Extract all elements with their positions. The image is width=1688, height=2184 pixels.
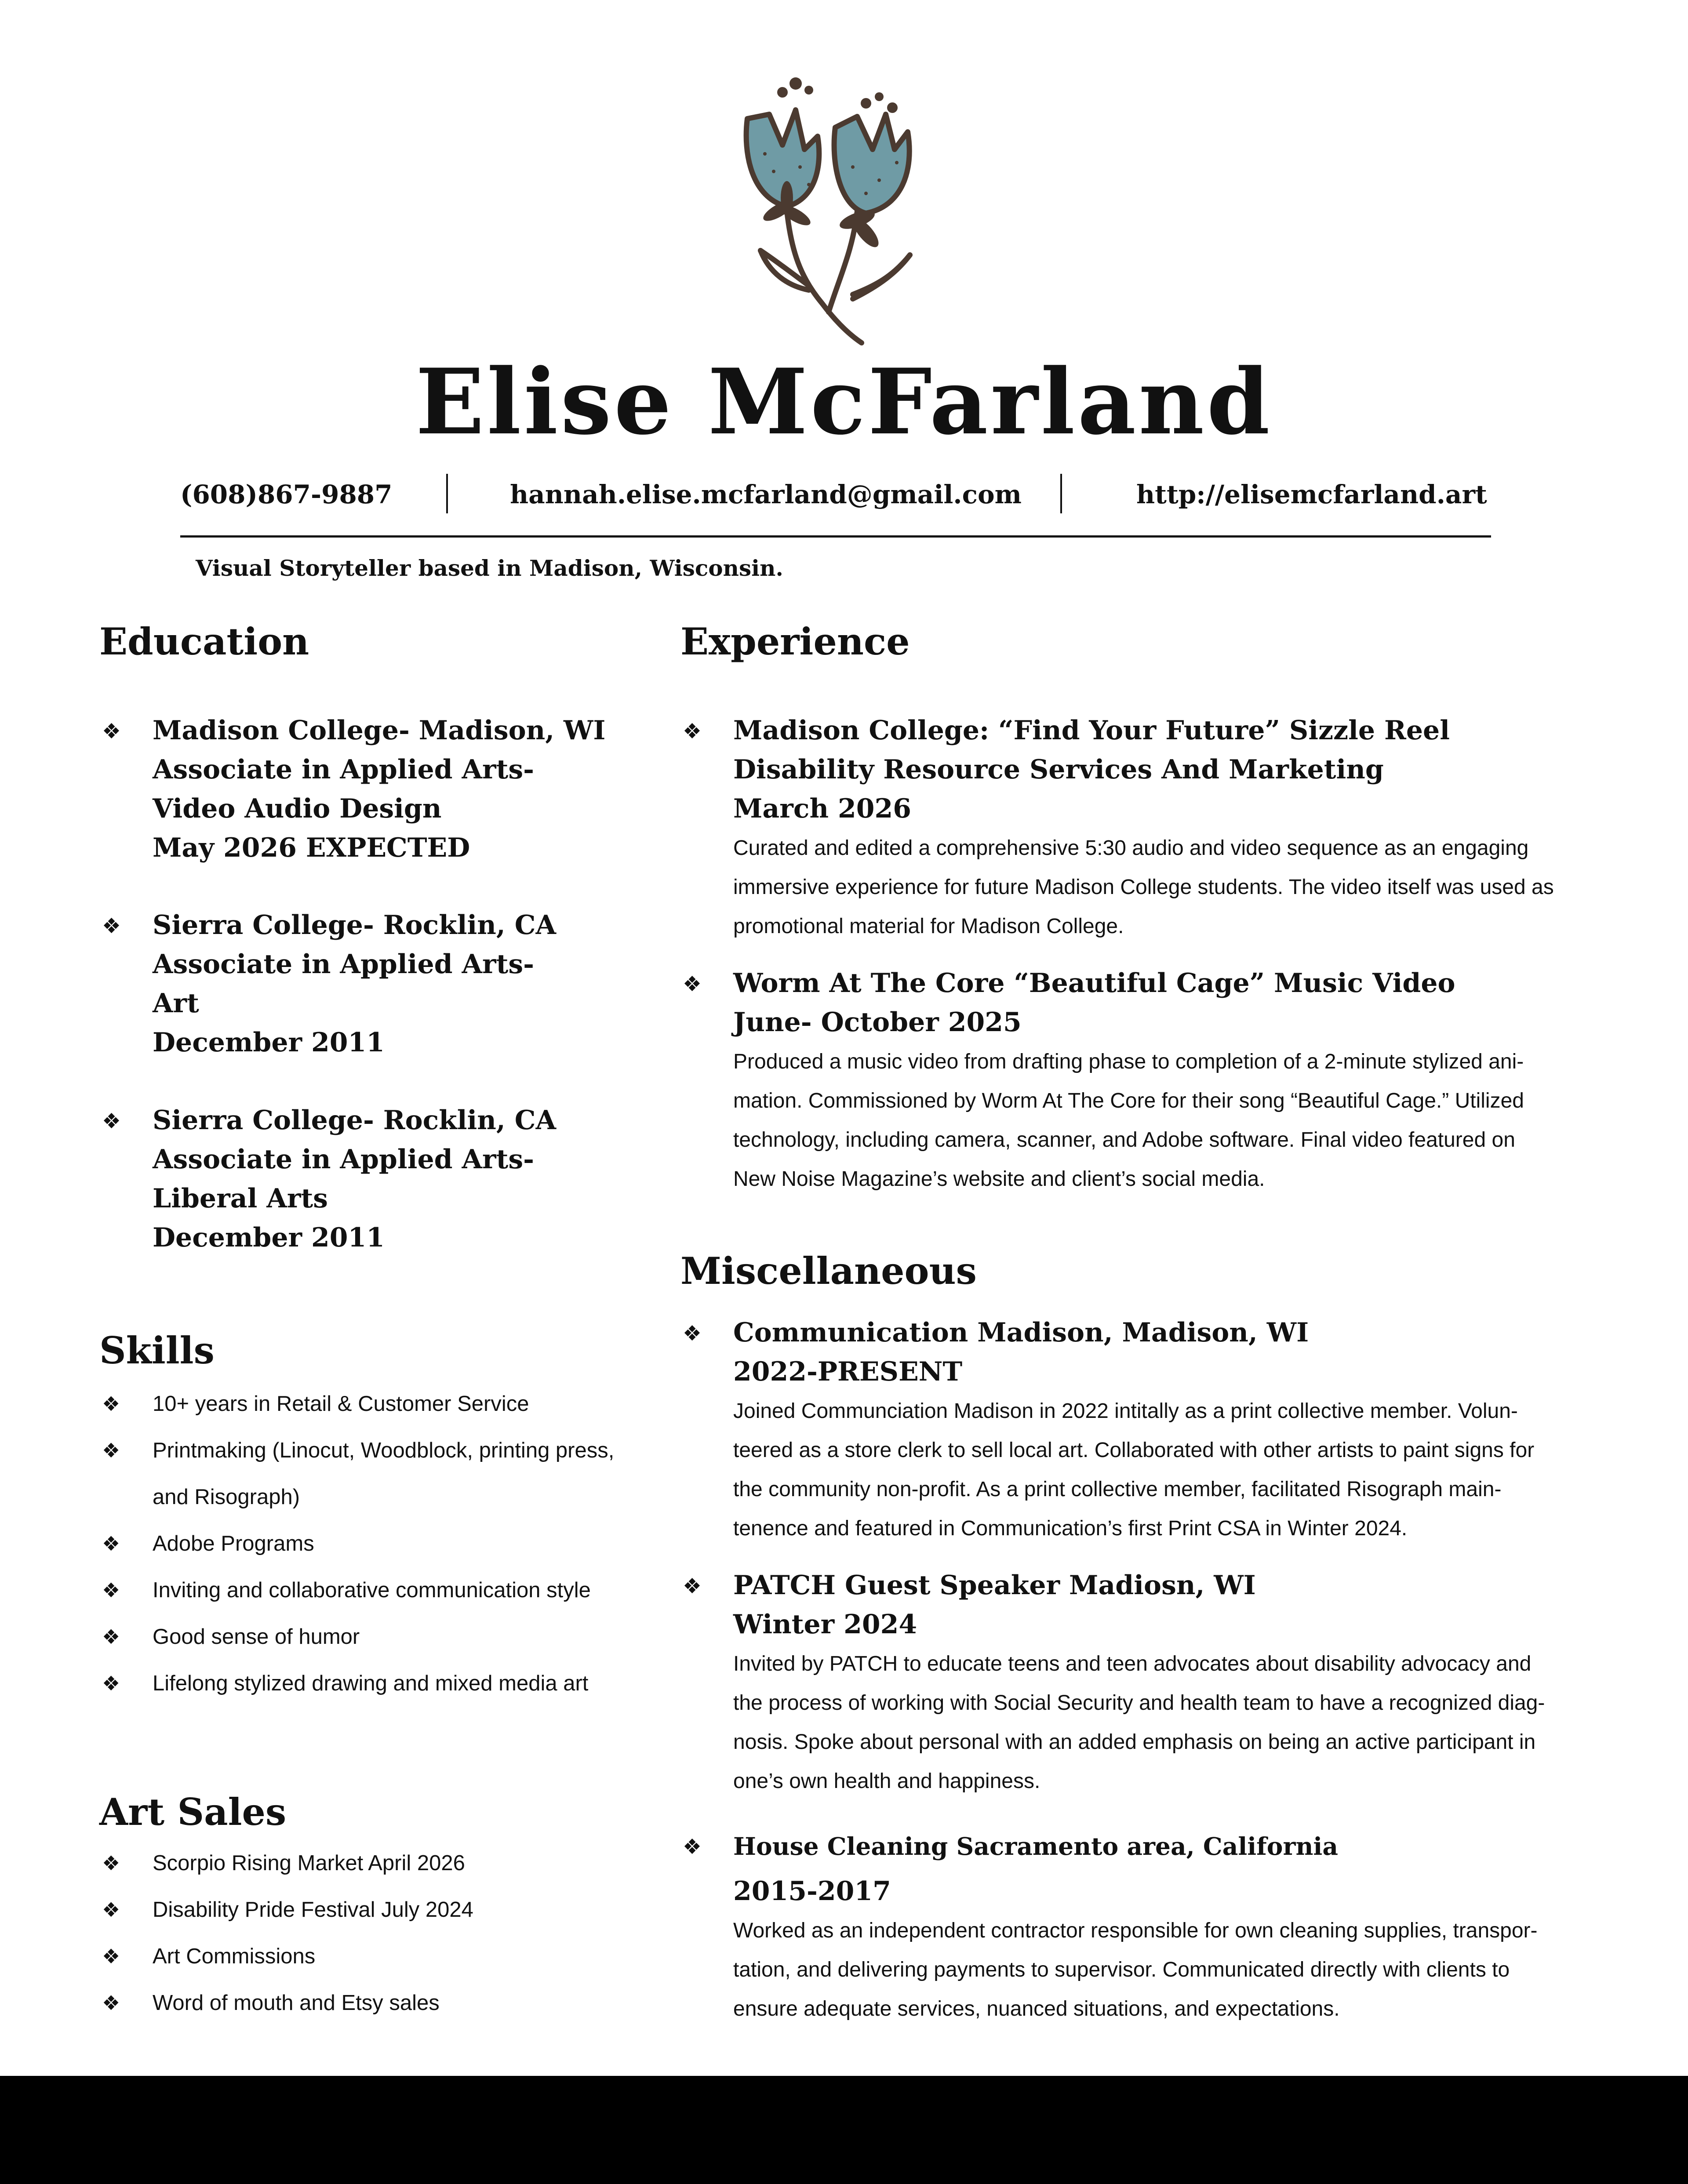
- entry-date: March 2026: [733, 793, 911, 824]
- name-title: Elise McFarland: [415, 349, 1273, 455]
- bullet-icon: ❖: [102, 914, 121, 938]
- entry-title-line: Worm At The Core “Beautiful Cage” Music Video: [733, 968, 1455, 999]
- tulip-flowers-icon: [734, 66, 941, 347]
- bullet-icon: ❖: [102, 1532, 120, 1555]
- entry-date: Winter 2024: [733, 1609, 917, 1640]
- bullet-icon: ❖: [102, 1944, 120, 1968]
- entry-line: Sierra College- Rocklin, CA: [153, 1105, 557, 1136]
- bullet-icon: ❖: [102, 1578, 120, 1602]
- entry-desc-line: one’s own health and happiness.: [733, 1770, 1040, 1793]
- bullet-icon: ❖: [102, 1991, 120, 2015]
- email-link[interactable]: hannah.elise.mcfarland@gmail.com: [510, 480, 1022, 509]
- entry-line: December 2011: [153, 1027, 385, 1058]
- entry-desc-line: New Noise Magazine’s website and client’s social media.: [733, 1167, 1265, 1191]
- entry-title-line: Disability Resource Services And Marketing: [733, 754, 1384, 785]
- experience-heading: Experience: [680, 620, 910, 663]
- bullet-icon: ❖: [102, 1392, 120, 1416]
- art-sales-heading: Art Sales: [99, 1790, 287, 1834]
- entry-desc-line: the community non-profit. As a print collective member, facilitated Risograph main-: [733, 1478, 1502, 1501]
- bullet-icon: ❖: [683, 1321, 702, 1346]
- entry-desc-line: Invited by PATCH to educate teens and teen advocates about disability advocacy and: [733, 1652, 1532, 1675]
- entry-desc-line: Joined Communciation Madison in 2022 intitally as a print collective member. Volun-: [733, 1399, 1518, 1423]
- entry-date: 2015-2017: [733, 1876, 891, 1907]
- entry-line: Associate in Applied Arts-: [153, 949, 535, 980]
- entry-line: Video Audio Design: [153, 793, 442, 824]
- entry-title-line: PATCH Guest Speaker Madiosn, WI: [733, 1570, 1256, 1601]
- art-sales-list: ❖ Scorpio Rising Market April 2026 ❖ Disability Pride Festival July 2024 ❖ Art Commissions ❖ Word of mouth and Etsy sales: [102, 1840, 673, 2033]
- entry-line: May 2026 EXPECTED: [153, 832, 470, 863]
- entry-line: December 2011: [153, 1222, 385, 1253]
- entry-title-line: Communication Madison, Madison, WI: [733, 1317, 1309, 1348]
- footer-band: [0, 2076, 1688, 2184]
- entry-desc-line: Curated and edited a comprehensive 5:30 audio and video sequence as an engaging: [733, 836, 1529, 860]
- entry-desc-line: tenence and featured in Communication’s first Print CSA in Winter 2024.: [733, 1517, 1408, 1540]
- divider: [446, 474, 448, 513]
- bullet-icon: ❖: [102, 1672, 120, 1695]
- skills-list: ❖ 10+ years in Retail & Customer Service ❖ Printmaking (Linocut, Woodblock, printing press, and Risograph) ❖ Adobe Programs ❖ Inviting and collaborative communication style ❖ Good sense of humor ❖ Lifelong stylized drawing and mixed media art: [102, 1381, 673, 1715]
- entry-desc-line: ensure adequate services, nuanced situations, and expectations.: [733, 1997, 1340, 2020]
- website-link[interactable]: http://elisemcfarland.art: [1136, 480, 1487, 509]
- entry-desc-line: promotional material for Madison College.: [733, 915, 1124, 938]
- entry-desc-line: the process of working with Social Security and health team to have a recognized diag-: [733, 1691, 1545, 1715]
- entry-desc-line: mation. Commissioned by Worm At The Core for their song “Beautiful Cage.” Utilized: [733, 1089, 1524, 1112]
- entry-desc-line: tation, and delivering payments to supervisor. Communicated directly with clients to: [733, 1958, 1510, 1981]
- entry-desc-line: teered as a store clerk to sell local art. Collaborated with other artists to paint signs for: [733, 1439, 1535, 1462]
- entry-line: Associate in Applied Arts-: [153, 1144, 535, 1175]
- entry-desc-line: Worked as an independent contractor responsible for own cleaning supplies, transpor-: [733, 1919, 1538, 1942]
- bullet-icon: ❖: [683, 719, 702, 744]
- entry-date: 2022-PRESENT: [733, 1356, 963, 1387]
- bullet-icon: ❖: [102, 1625, 120, 1649]
- entry-line: Liberal Arts: [153, 1183, 328, 1214]
- entry-desc-line: Produced a music video from drafting phase to completion of a 2-minute stylized ani-: [733, 1050, 1524, 1073]
- bullet-icon: ❖: [102, 719, 121, 744]
- entry-desc-line: nosis. Spoke about personal with an added emphasis on being an active participant in: [733, 1730, 1536, 1754]
- entry-line: Sierra College- Rocklin, CA: [153, 910, 557, 941]
- entry-line: Madison College- Madison, WI: [153, 715, 606, 746]
- entry-title-line: Madison College: “Find Your Future” Sizzle Reel: [733, 715, 1450, 746]
- entry-desc-line: technology, including camera, scanner, and Adobe software. Final video featured on: [733, 1128, 1515, 1152]
- education-heading: Education: [99, 620, 309, 663]
- miscellaneous-heading: Miscellaneous: [680, 1249, 977, 1293]
- bullet-icon: ❖: [102, 1109, 121, 1134]
- bullet-icon: ❖: [683, 972, 702, 996]
- divider: [1060, 474, 1062, 513]
- phone-number[interactable]: (608)867-9887: [180, 480, 393, 509]
- bullet-icon: ❖: [683, 1835, 702, 1859]
- tagline: Visual Storyteller based in Madison, Wisconsin.: [196, 555, 783, 581]
- entry-desc-line: immersive experience for future Madison College students. The video itself was used as: [733, 876, 1554, 899]
- entry-line: Art: [153, 988, 199, 1019]
- bullet-icon: ❖: [683, 1574, 702, 1599]
- entry-date: June- October 2025: [733, 1007, 1022, 1038]
- bullet-icon: ❖: [102, 1851, 120, 1875]
- header-rule: [180, 535, 1491, 538]
- entry-line: Associate in Applied Arts-: [153, 754, 535, 785]
- bullet-icon: ❖: [102, 1439, 120, 1462]
- skills-heading: Skills: [99, 1329, 215, 1372]
- bullet-icon: ❖: [102, 1898, 120, 1922]
- entry-title-line: House Cleaning Sacramento area, California: [733, 1832, 1338, 1861]
